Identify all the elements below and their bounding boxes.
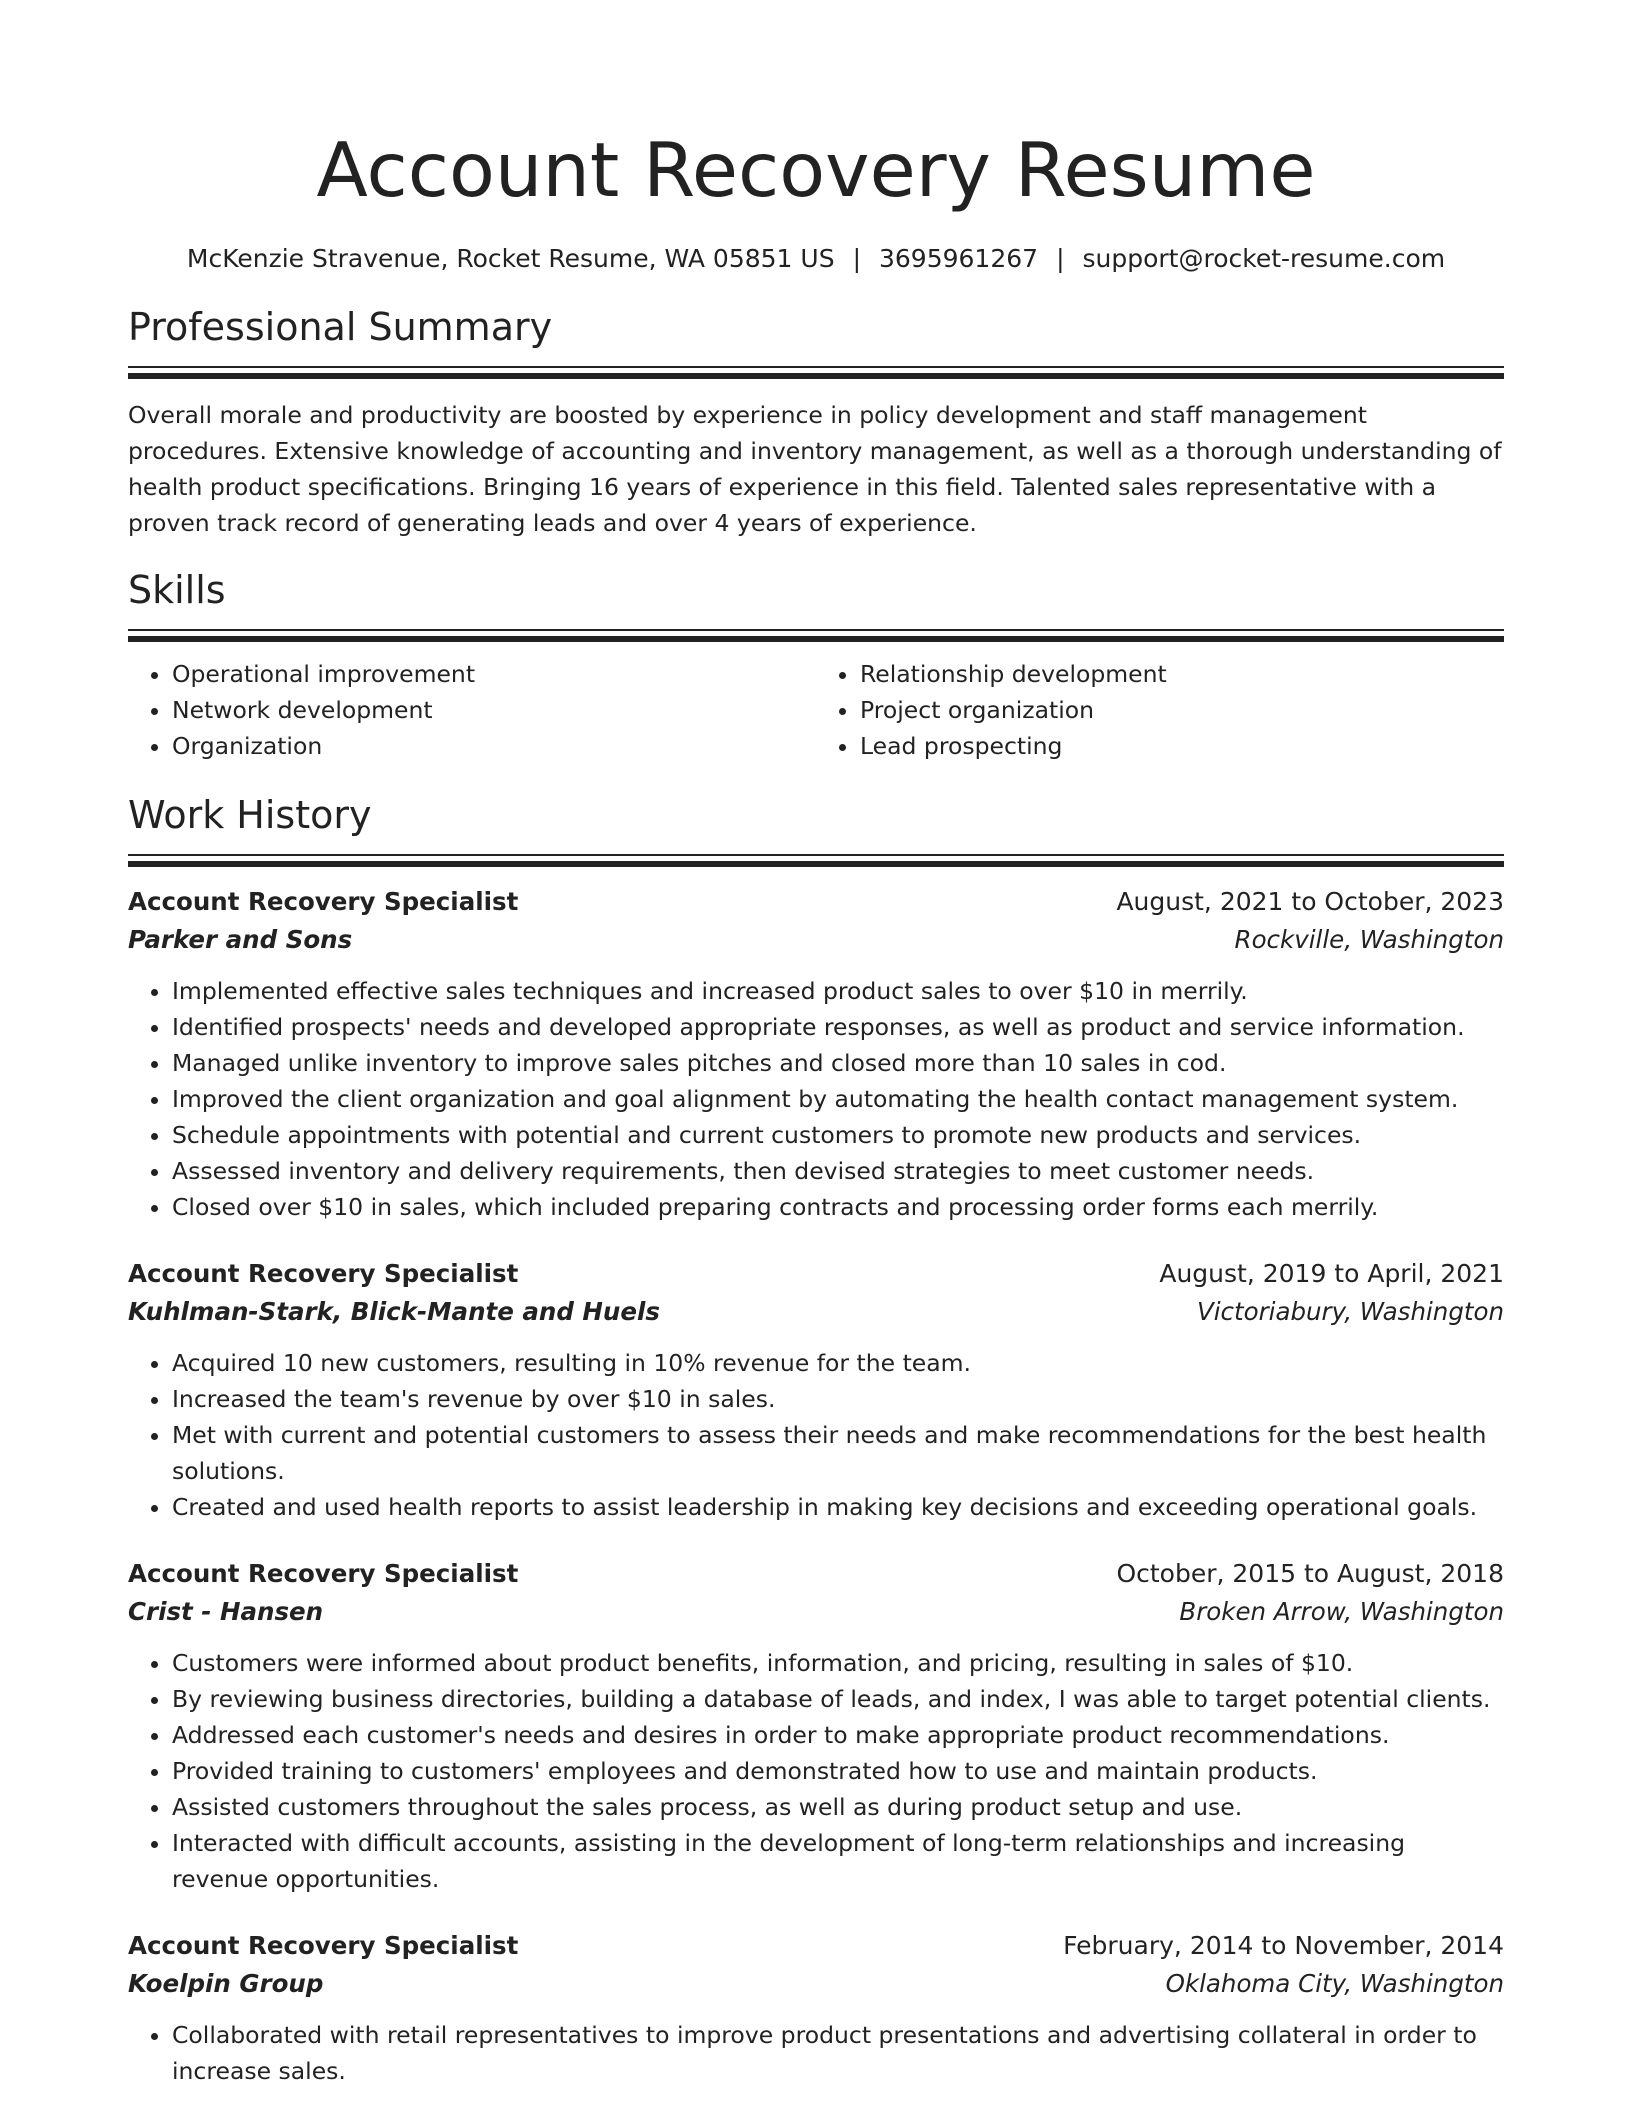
- job-bullet: • Collaborated with retail representatives to improve product presentations and advertising collateral in order to increase sales.: [172, 2017, 1504, 2089]
- job-location: Rockville, Washington: [1234, 925, 1504, 954]
- work-history-heading: Work History: [128, 793, 372, 837]
- job-bullet: • Provided training to customers' employees and demonstrated how to use and maintain products.: [172, 1753, 1504, 1789]
- job-location: Oklahoma City, Washington: [1165, 1969, 1504, 1998]
- job-dates: August, 2019 to April, 2021: [1159, 1259, 1504, 1288]
- job-bullet: • Managed unlike inventory to improve sales pitches and closed more than 10 sales in cod.: [172, 1045, 1504, 1081]
- job-bullet: • Acquired 10 new customers, resulting in 10% revenue for the team.: [172, 1345, 1504, 1381]
- job-bullet: • Closed over $10 in sales, which included preparing contracts and processing order forms each merrily.: [172, 1189, 1504, 1225]
- job-company: Koelpin Group: [128, 1969, 324, 1998]
- skills-list-left: [128, 656, 816, 764]
- job-location: Victoriabury, Washington: [1196, 1297, 1504, 1326]
- job-company: Parker and Sons: [128, 925, 353, 954]
- job-bullet: • Assessed inventory and delivery requirements, then devised strategies to meet customer needs.: [172, 1153, 1504, 1189]
- contact-email[interactable]: support@rocket-resume.com: [1082, 244, 1446, 273]
- section-divider: [128, 629, 1504, 642]
- job-bullets: [128, 973, 1504, 1225]
- contact-separator: |: [1056, 244, 1065, 273]
- resume-title: Account Recovery Resume: [316, 126, 1316, 214]
- job-bullet: • Created and used health reports to assist leadership in making key decisions and exceeding operational goals.: [172, 1489, 1504, 1525]
- job-bullet: • By reviewing business directories, building a database of leads, and index, I was able to target potential clients.: [172, 1681, 1504, 1717]
- job-bullet: • Implemented effective sales techniques and increased product sales to over $10 in merrily.: [172, 973, 1504, 1009]
- work-history-section: [128, 790, 1504, 2089]
- summary-section: [128, 302, 1504, 541]
- job-dates: October, 2015 to August, 2018: [1116, 1559, 1504, 1588]
- job-title: Account Recovery Specialist: [128, 1259, 519, 1288]
- job-dates: August, 2021 to October, 2023: [1116, 887, 1504, 916]
- job-company: Kuhlman-Stark, Blick-Mante and Huels: [128, 1297, 660, 1326]
- job-entry: [128, 883, 1504, 1225]
- section-divider: [128, 366, 1504, 379]
- job-bullet: • Interacted with difficult accounts, assisting in the development of long-term relationships and increasing revenue opportunities.: [172, 1825, 1504, 1897]
- job-title: Account Recovery Specialist: [128, 1559, 519, 1588]
- skills-heading: Skills: [128, 568, 226, 612]
- job-bullet: • Schedule appointments with potential and current customers to promote new products and services.: [172, 1117, 1504, 1153]
- job-bullets: [128, 1345, 1504, 1525]
- job-location: Broken Arrow, Washington: [1179, 1597, 1504, 1626]
- skill-item: • Relationship development: [860, 656, 1504, 692]
- job-company: Crist - Hansen: [128, 1597, 324, 1626]
- skill-item: • Project organization: [860, 692, 1504, 728]
- job-bullet: • Addressed each customer's needs and desires in order to make appropriate product recommendations.: [172, 1717, 1504, 1753]
- job-bullet: • Met with current and potential customers to assess their needs and make recommendations for the best health solutions.: [172, 1417, 1504, 1489]
- job-entry: [128, 1927, 1504, 2089]
- job-bullet: • Customers were informed about product benefits, information, and pricing, resulting in sales of $10.: [172, 1645, 1504, 1681]
- summary-heading: Professional Summary: [128, 305, 553, 349]
- job-bullets: [128, 1645, 1504, 1897]
- job-title: Account Recovery Specialist: [128, 887, 519, 916]
- skill-item: • Operational improvement: [172, 656, 816, 692]
- job-bullet: • Improved the client organization and goal alignment by automating the health contact management system.: [172, 1081, 1504, 1117]
- section-divider: [128, 854, 1504, 867]
- summary-text: Overall morale and productivity are boosted by experience in policy development and staff management procedures. Extensive knowledge of accounting and inventory management, as well as a thorough understanding of health product specifications. Bringing 16 years of experience in this field. Talented sales representative with a proven track record of generating leads and over 4 years of experience.: [128, 401, 1502, 537]
- job-bullet: • Identified prospects' needs and developed appropriate responses, as well as product and service information.: [172, 1009, 1504, 1045]
- skills-list-right: [816, 656, 1504, 764]
- skill-item: • Organization: [172, 728, 816, 764]
- contact-line: [128, 242, 1504, 276]
- contact-address: McKenzie Stravenue, Rocket Resume, WA 05851 US: [186, 244, 835, 273]
- skills-section: [128, 565, 1504, 764]
- job-bullet: • Increased the team's revenue by over $10 in sales.: [172, 1381, 1504, 1417]
- contact-phone: 3695961267: [879, 244, 1039, 273]
- job-dates: February, 2014 to November, 2014: [1063, 1931, 1504, 1960]
- job-title: Account Recovery Specialist: [128, 1931, 519, 1960]
- job-bullets: [128, 2017, 1504, 2089]
- skill-item: • Network development: [172, 692, 816, 728]
- job-entry: [128, 1255, 1504, 1525]
- skill-item: • Lead prospecting: [860, 728, 1504, 764]
- skills-grid: [128, 656, 1504, 764]
- job-bullet: • Assisted customers throughout the sales process, as well as during product setup and use.: [172, 1789, 1504, 1825]
- job-entry: [128, 1555, 1504, 1897]
- contact-separator: |: [852, 244, 861, 273]
- resume-page: [128, 0, 1504, 2089]
